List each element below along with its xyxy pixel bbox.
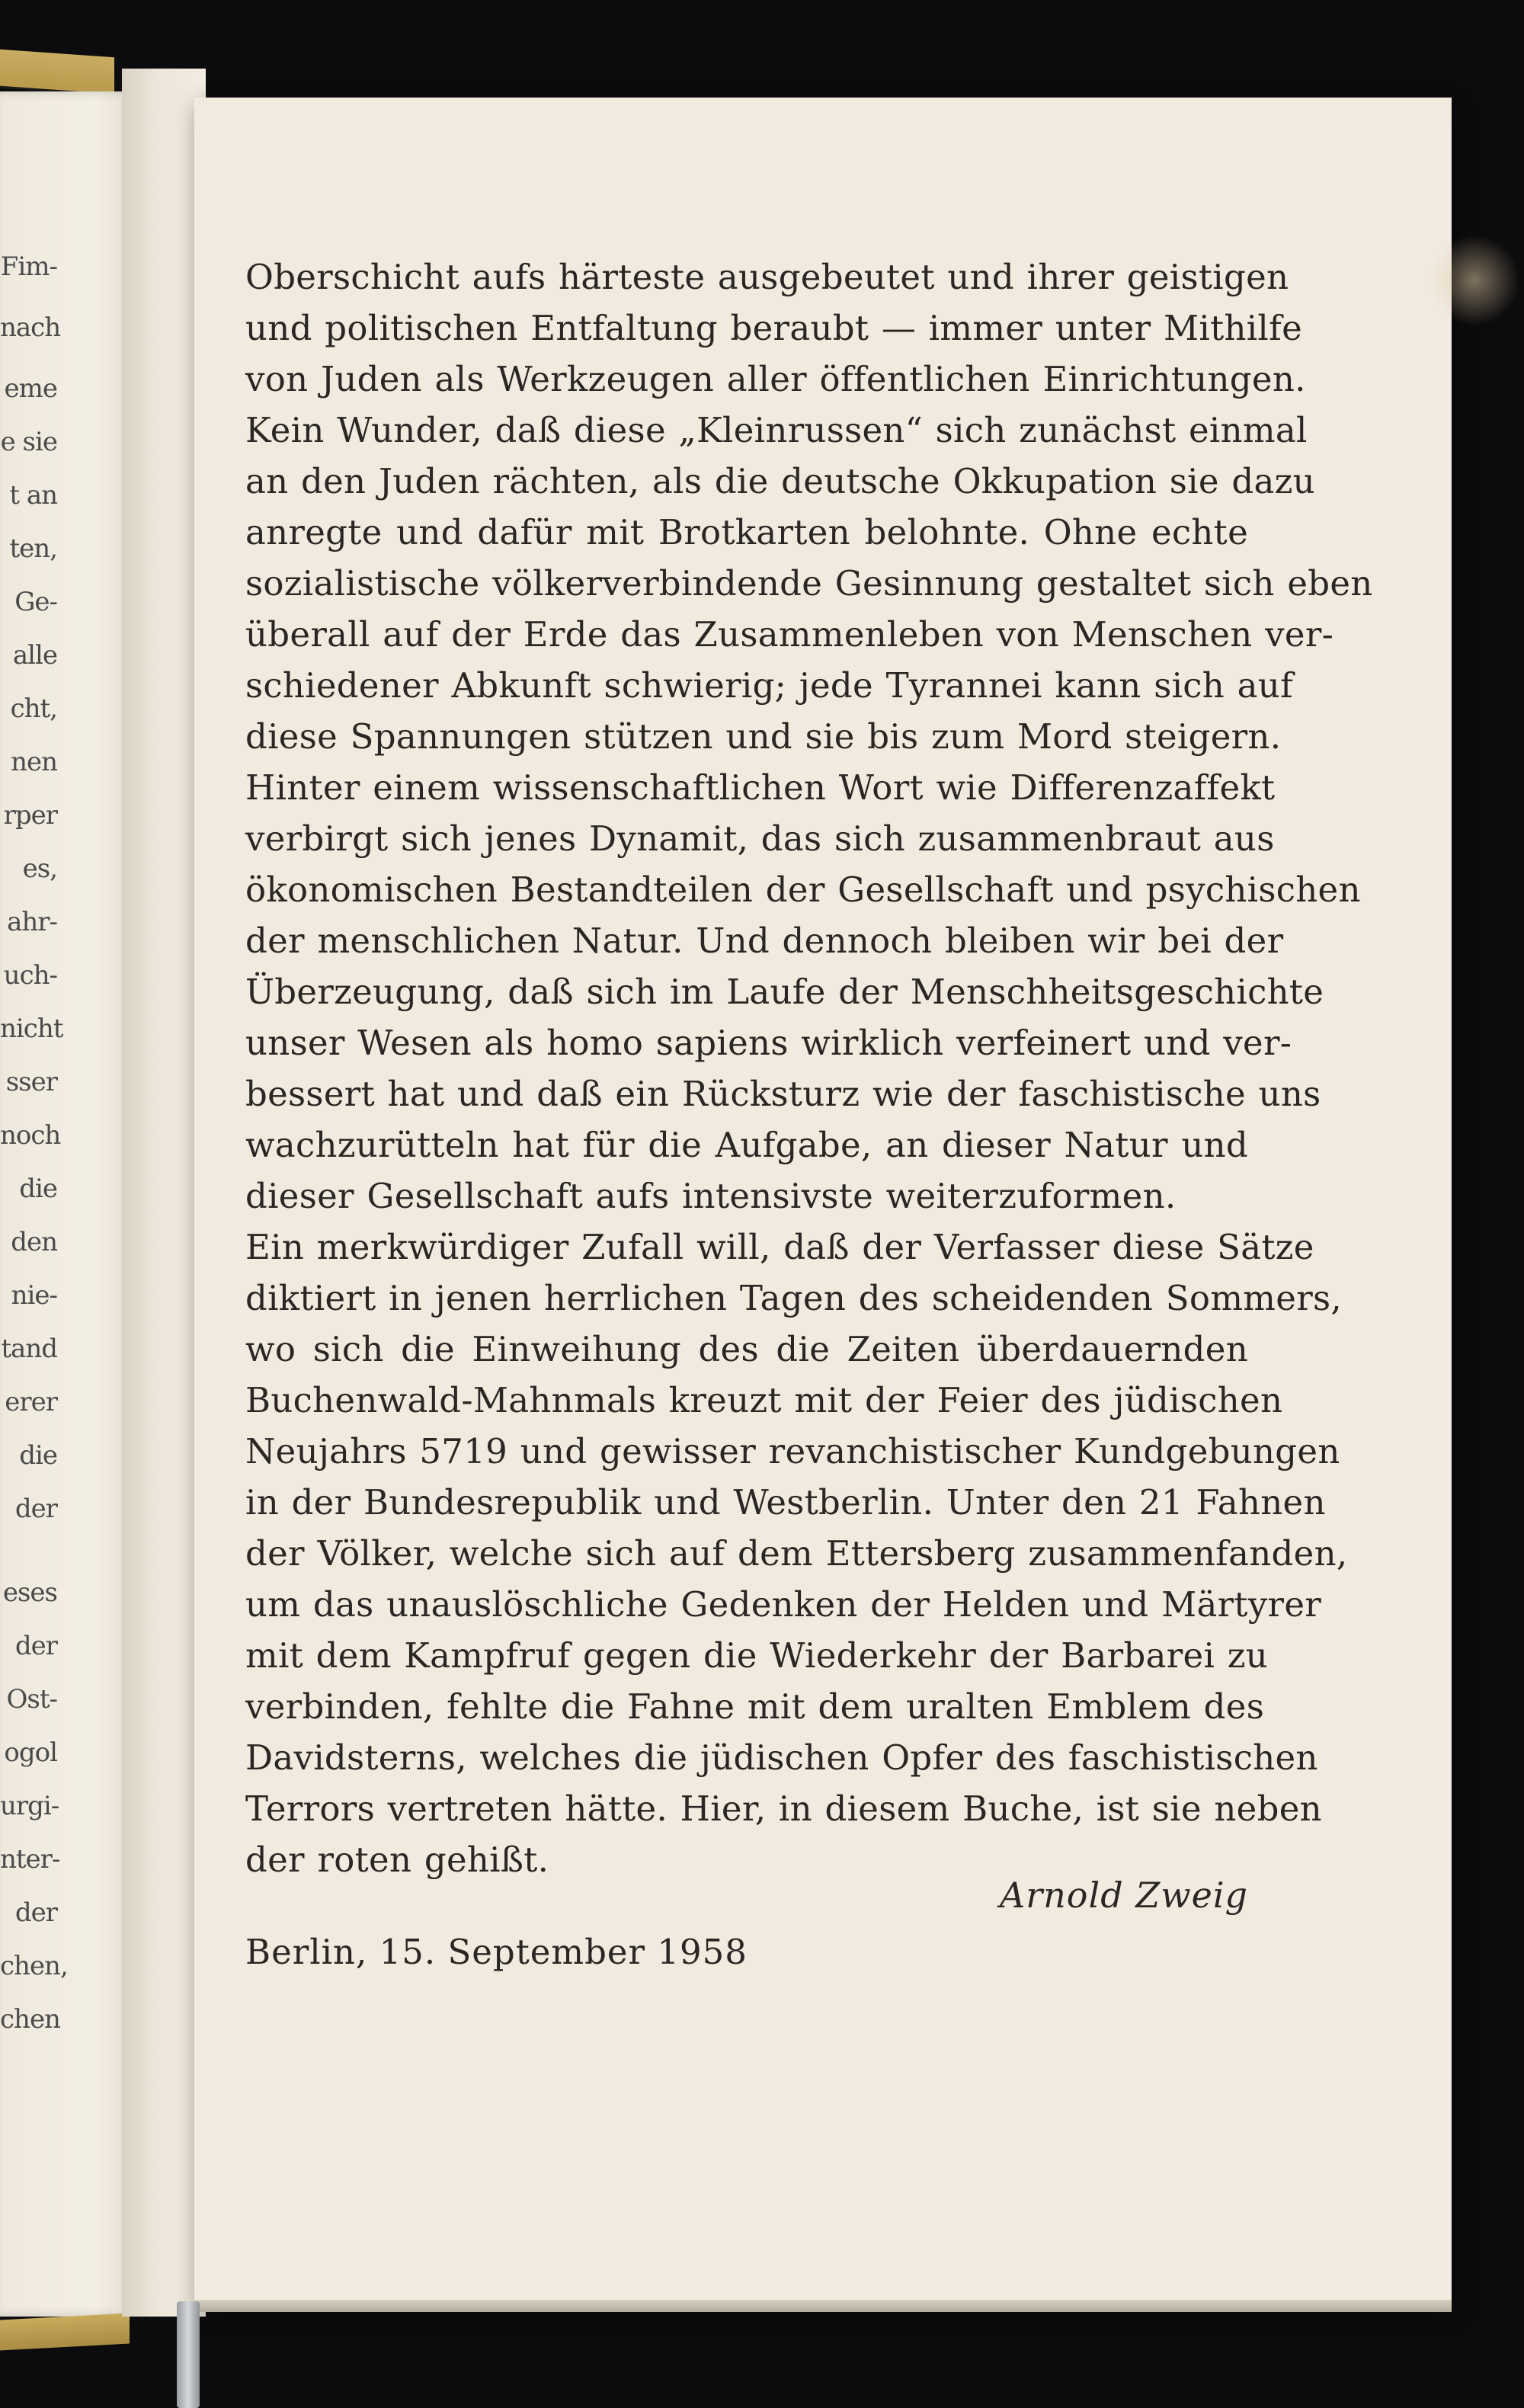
left-page-fragment: die: [19, 1440, 57, 1471]
left-page-fragment: den: [11, 1227, 57, 1257]
text-line: wo sich die Einweihung des die Zeiten überdauernden: [245, 1329, 1248, 1369]
bookmark-ribbon: [177, 2301, 200, 2408]
text-line: Neujahrs 5719 und gewisser revanchistischer Kundgebungen: [245, 1431, 1340, 1471]
left-page-fragment: urgi-: [0, 1791, 59, 1821]
text-line: der menschlichen Natur. Und dennoch bleiben wir bei der: [245, 921, 1284, 961]
left-page-fragment: tand: [1, 1334, 57, 1364]
text-line: verbinden, fehlte die Fahne mit dem uralten Emblem des: [245, 1686, 1265, 1727]
text-line: dieser Gesellschaft aufs intensivste weiterzuformen.: [245, 1176, 1177, 1216]
left-page-fragment: eme: [4, 373, 57, 404]
text-line: in der Bundesrepublik und Westberlin. Unter den 21 Fahnen: [245, 1482, 1326, 1523]
paper-stain: [1429, 235, 1520, 326]
left-page-fragment: uch-: [3, 960, 57, 991]
text-line: Terrors vertreten hätte. Hier, in diesem Buche, ist sie neben: [245, 1788, 1322, 1829]
text-line: diktiert in jenen herrlichen Tagen des scheidenden Sommers,: [245, 1278, 1343, 1318]
left-page-fragment: nen: [11, 747, 57, 777]
text-line: der roten gehißt.: [245, 1840, 549, 1880]
left-page-fragment: es,: [22, 853, 57, 884]
book-cover-edge-top: [0, 50, 114, 96]
page-edge: [194, 2300, 1452, 2312]
left-page-fragment: der: [14, 1897, 57, 1928]
text-line: diese Spannungen stützen und sie bis zum Mord steigern.: [245, 716, 1282, 757]
left-page-fragment: rper: [3, 800, 57, 831]
text-line: Überzeugung, daß sich im Laufe der Menschheitsgeschichte: [245, 972, 1324, 1012]
text-line: an den Juden rächten, als die deutsche Okkupation sie dazu: [245, 461, 1315, 501]
left-page-fragment: chen,: [0, 1951, 68, 1981]
left-page-fragment: ogol: [4, 1737, 57, 1768]
left-page-fragment: Fim-: [0, 251, 57, 282]
left-page-fragment: ten,: [9, 533, 57, 564]
left-page-fragment: chen: [0, 2004, 60, 2035]
text-line: Oberschicht aufs härteste ausgebeutet und ihrer geistigen: [245, 257, 1289, 297]
text-line: bessert hat und daß ein Rücksturz wie der faschistische uns: [245, 1074, 1321, 1114]
text-line: Davidsterns, welches die jüdischen Opfer des faschistischen: [245, 1737, 1318, 1778]
text-line: ökonomischen Bestandteilen der Gesellschaft und psychischen: [245, 869, 1361, 910]
text-line: Hinter einem wissenschaftlichen Wort wie Differenzaffekt: [245, 767, 1276, 808]
left-page-fragment: erer: [5, 1387, 57, 1417]
text-line: Kein Wunder, daß diese „Kleinrussen“ sich zunächst einmal: [245, 410, 1308, 450]
text-line: wachzurütteln hat für die Aufgabe, an dieser Natur und: [245, 1125, 1248, 1165]
text-line: anregte und dafür mit Brotkarten belohnte. Ohne echte: [245, 512, 1248, 552]
text-line: überall auf der Erde das Zusammenleben von Menschen ver-: [245, 614, 1334, 655]
body-text: [245, 251, 1373, 1885]
text-line: von Juden als Werkzeugen aller öffentlichen Einrichtungen.: [245, 359, 1306, 399]
text-line: und politischen Entfaltung beraubt — immer unter Mithilfe: [245, 308, 1303, 348]
left-page-fragment: die: [19, 1174, 57, 1204]
text-line: der Völker, welche sich auf dem Ettersberg zusammenfanden,: [245, 1533, 1348, 1574]
left-page-fragment: Ge-: [14, 587, 57, 617]
left-page-fragment: e sie: [0, 427, 57, 457]
left-page-fragment: der: [14, 1494, 57, 1524]
text-line: schiedener Abkunft schwierig; jede Tyrannei kann sich auf: [245, 665, 1294, 706]
left-page-fragment: noch: [0, 1120, 61, 1151]
left-page-fragment: nie-: [11, 1280, 57, 1311]
left-page-fragment: sser: [5, 1067, 57, 1097]
book-gutter: [122, 69, 206, 2317]
left-page-fragment: nter-: [0, 1844, 60, 1875]
left-page-fragment: der: [14, 1631, 57, 1661]
text-line: Ein merkwürdiger Zufall will, daß der Verfasser diese Sätze: [245, 1227, 1314, 1267]
text-line: unser Wesen als homo sapiens wirklich verfeinert und ver-: [245, 1023, 1292, 1063]
left-facing-page: [0, 91, 133, 2317]
left-page-fragment: eses: [2, 1577, 57, 1608]
left-page-fragment: alle: [12, 640, 57, 671]
author-signature: Arnold Zweig: [999, 1875, 1248, 1916]
left-page-fragment: ahr-: [7, 907, 57, 937]
left-page-fragment: t an: [9, 480, 57, 511]
text-line: Buchenwald-Mahnmals kreuzt mit der Feier des jüdischen: [245, 1380, 1283, 1420]
text-line: sozialistische völkerverbindende Gesinnung gestaltet sich eben: [245, 563, 1373, 604]
text-line: mit dem Kampfruf gegen die Wiederkehr der Barbarei zu: [245, 1635, 1269, 1676]
left-page-fragment: nicht: [0, 1013, 63, 1044]
left-page-fragment: nach: [0, 312, 61, 343]
text-line: um das unauslöschliche Gedenken der Helden und Märtyrer: [245, 1584, 1322, 1625]
dateline: Berlin, 15. September 1958: [245, 1932, 748, 1972]
book-cover-edge-bottom: [0, 2314, 130, 2351]
text-line: verbirgt sich jenes Dynamit, das sich zusammenbraut aus: [245, 818, 1275, 859]
left-page-fragment: Ost-: [6, 1684, 57, 1715]
left-page-fragment: cht,: [10, 693, 57, 724]
